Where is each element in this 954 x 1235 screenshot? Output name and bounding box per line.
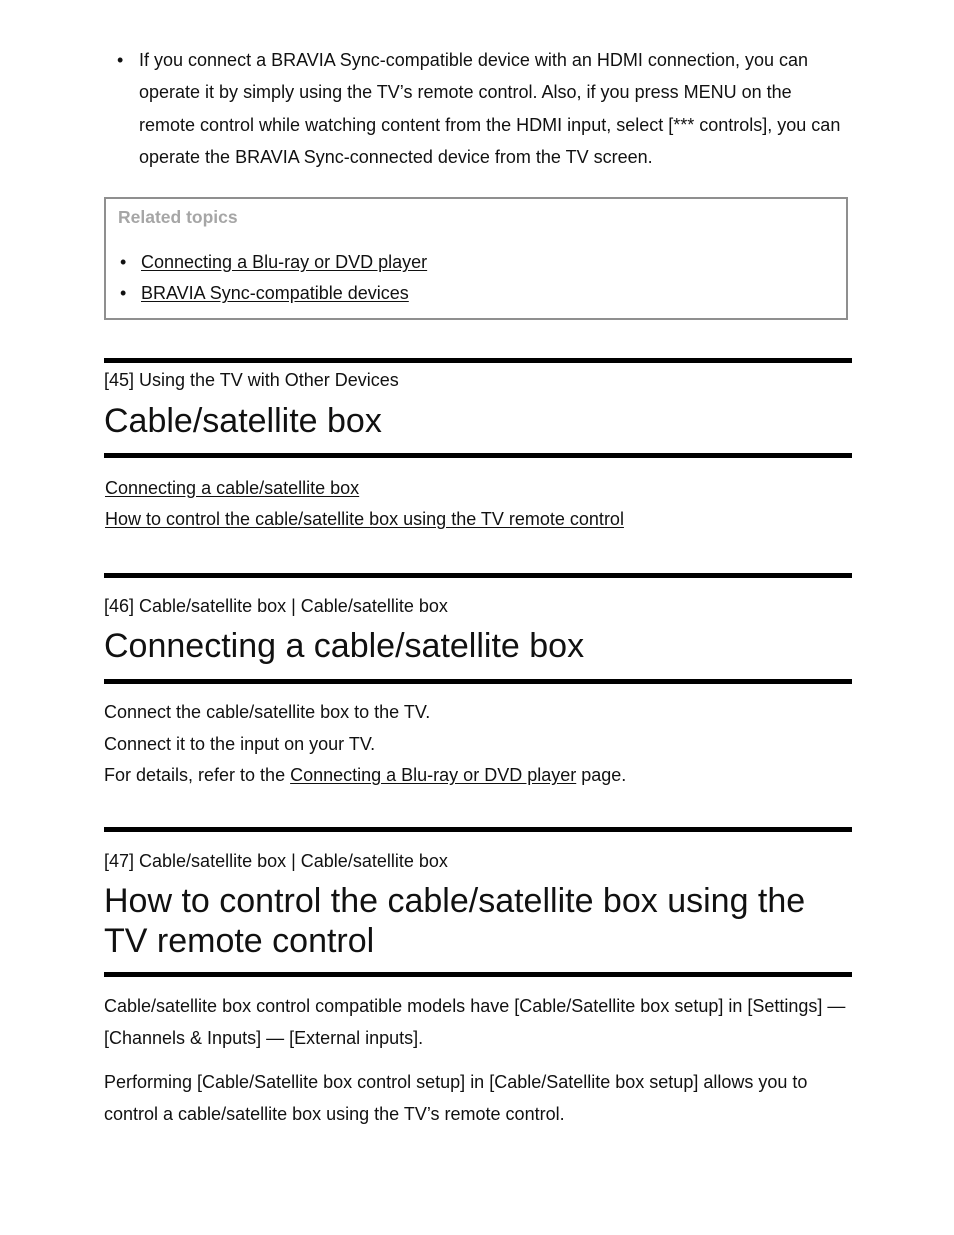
body-text: Cable/satellite box control compatible models have [Cable/Satellite box setup] in [Settings] — [Channels & Inputs] — [External inputs]. — [104, 996, 846, 1048]
list-item — [106, 247, 427, 278]
section-divider — [104, 358, 852, 363]
related-topics-list — [106, 247, 427, 309]
body-text-suffix: page. — [576, 765, 627, 785]
section-divider — [104, 679, 852, 684]
section-divider — [104, 453, 852, 458]
page-title: Connecting a cable/satellite box — [104, 627, 585, 665]
intro-bullet-list — [104, 44, 852, 173]
body-text: Connect the cable/satellite box to the TV. — [104, 702, 431, 722]
body-text-prefix: For details, refer to the — [104, 765, 291, 785]
page-title: How to control the cable/satellite box using the TV remote control — [104, 882, 806, 960]
link-control-cable-box[interactable]: How to control the cable/satellite box using the TV remote control — [105, 509, 624, 529]
body-text: Performing [Cable/Satellite box control setup] in [Cable/Satellite box setup] allows you to control a cable/satellite box using the TV’s remote control. — [104, 1072, 808, 1124]
list-item — [105, 508, 624, 530]
body-text — [104, 759, 856, 791]
page-title: Cable/satellite box — [104, 402, 382, 440]
related-topics-title: Related topics — [118, 207, 238, 227]
link-connecting-bluray-dvd[interactable]: Connecting a Blu-ray or DVD player — [141, 252, 428, 272]
intro-bullet: • If you connect a BRAVIA Sync-compatible device with an HDMI connection, you can operate it by simply using the TV’s remote control. Also, if you press MENU on the remote control while watching content from the HDMI input, select [*** controls], you can operate the BRAVIA Sync-connected device from the TV screen. — [104, 44, 852, 173]
link-connecting-bluray-dvd[interactable]: Connecting a Blu-ray or DVD player — [290, 765, 577, 785]
body-text: Connect it to the input on your TV. — [104, 734, 376, 754]
list-item — [105, 477, 359, 499]
link-connecting-cable-box[interactable]: Connecting a cable/satellite box — [105, 478, 360, 498]
section-divider — [104, 827, 852, 832]
link-bravia-sync-devices[interactable]: BRAVIA Sync-compatible devices — [141, 283, 409, 303]
section-divider — [104, 573, 852, 578]
section-divider — [104, 972, 852, 977]
list-item — [106, 278, 427, 309]
breadcrumb: [47] Cable/satellite box | Cable/satellite box — [104, 851, 448, 871]
breadcrumb: [46] Cable/satellite box | Cable/satellite box — [104, 596, 448, 616]
related-topics-box — [104, 197, 848, 320]
breadcrumb: [45] Using the TV with Other Devices — [104, 370, 399, 390]
